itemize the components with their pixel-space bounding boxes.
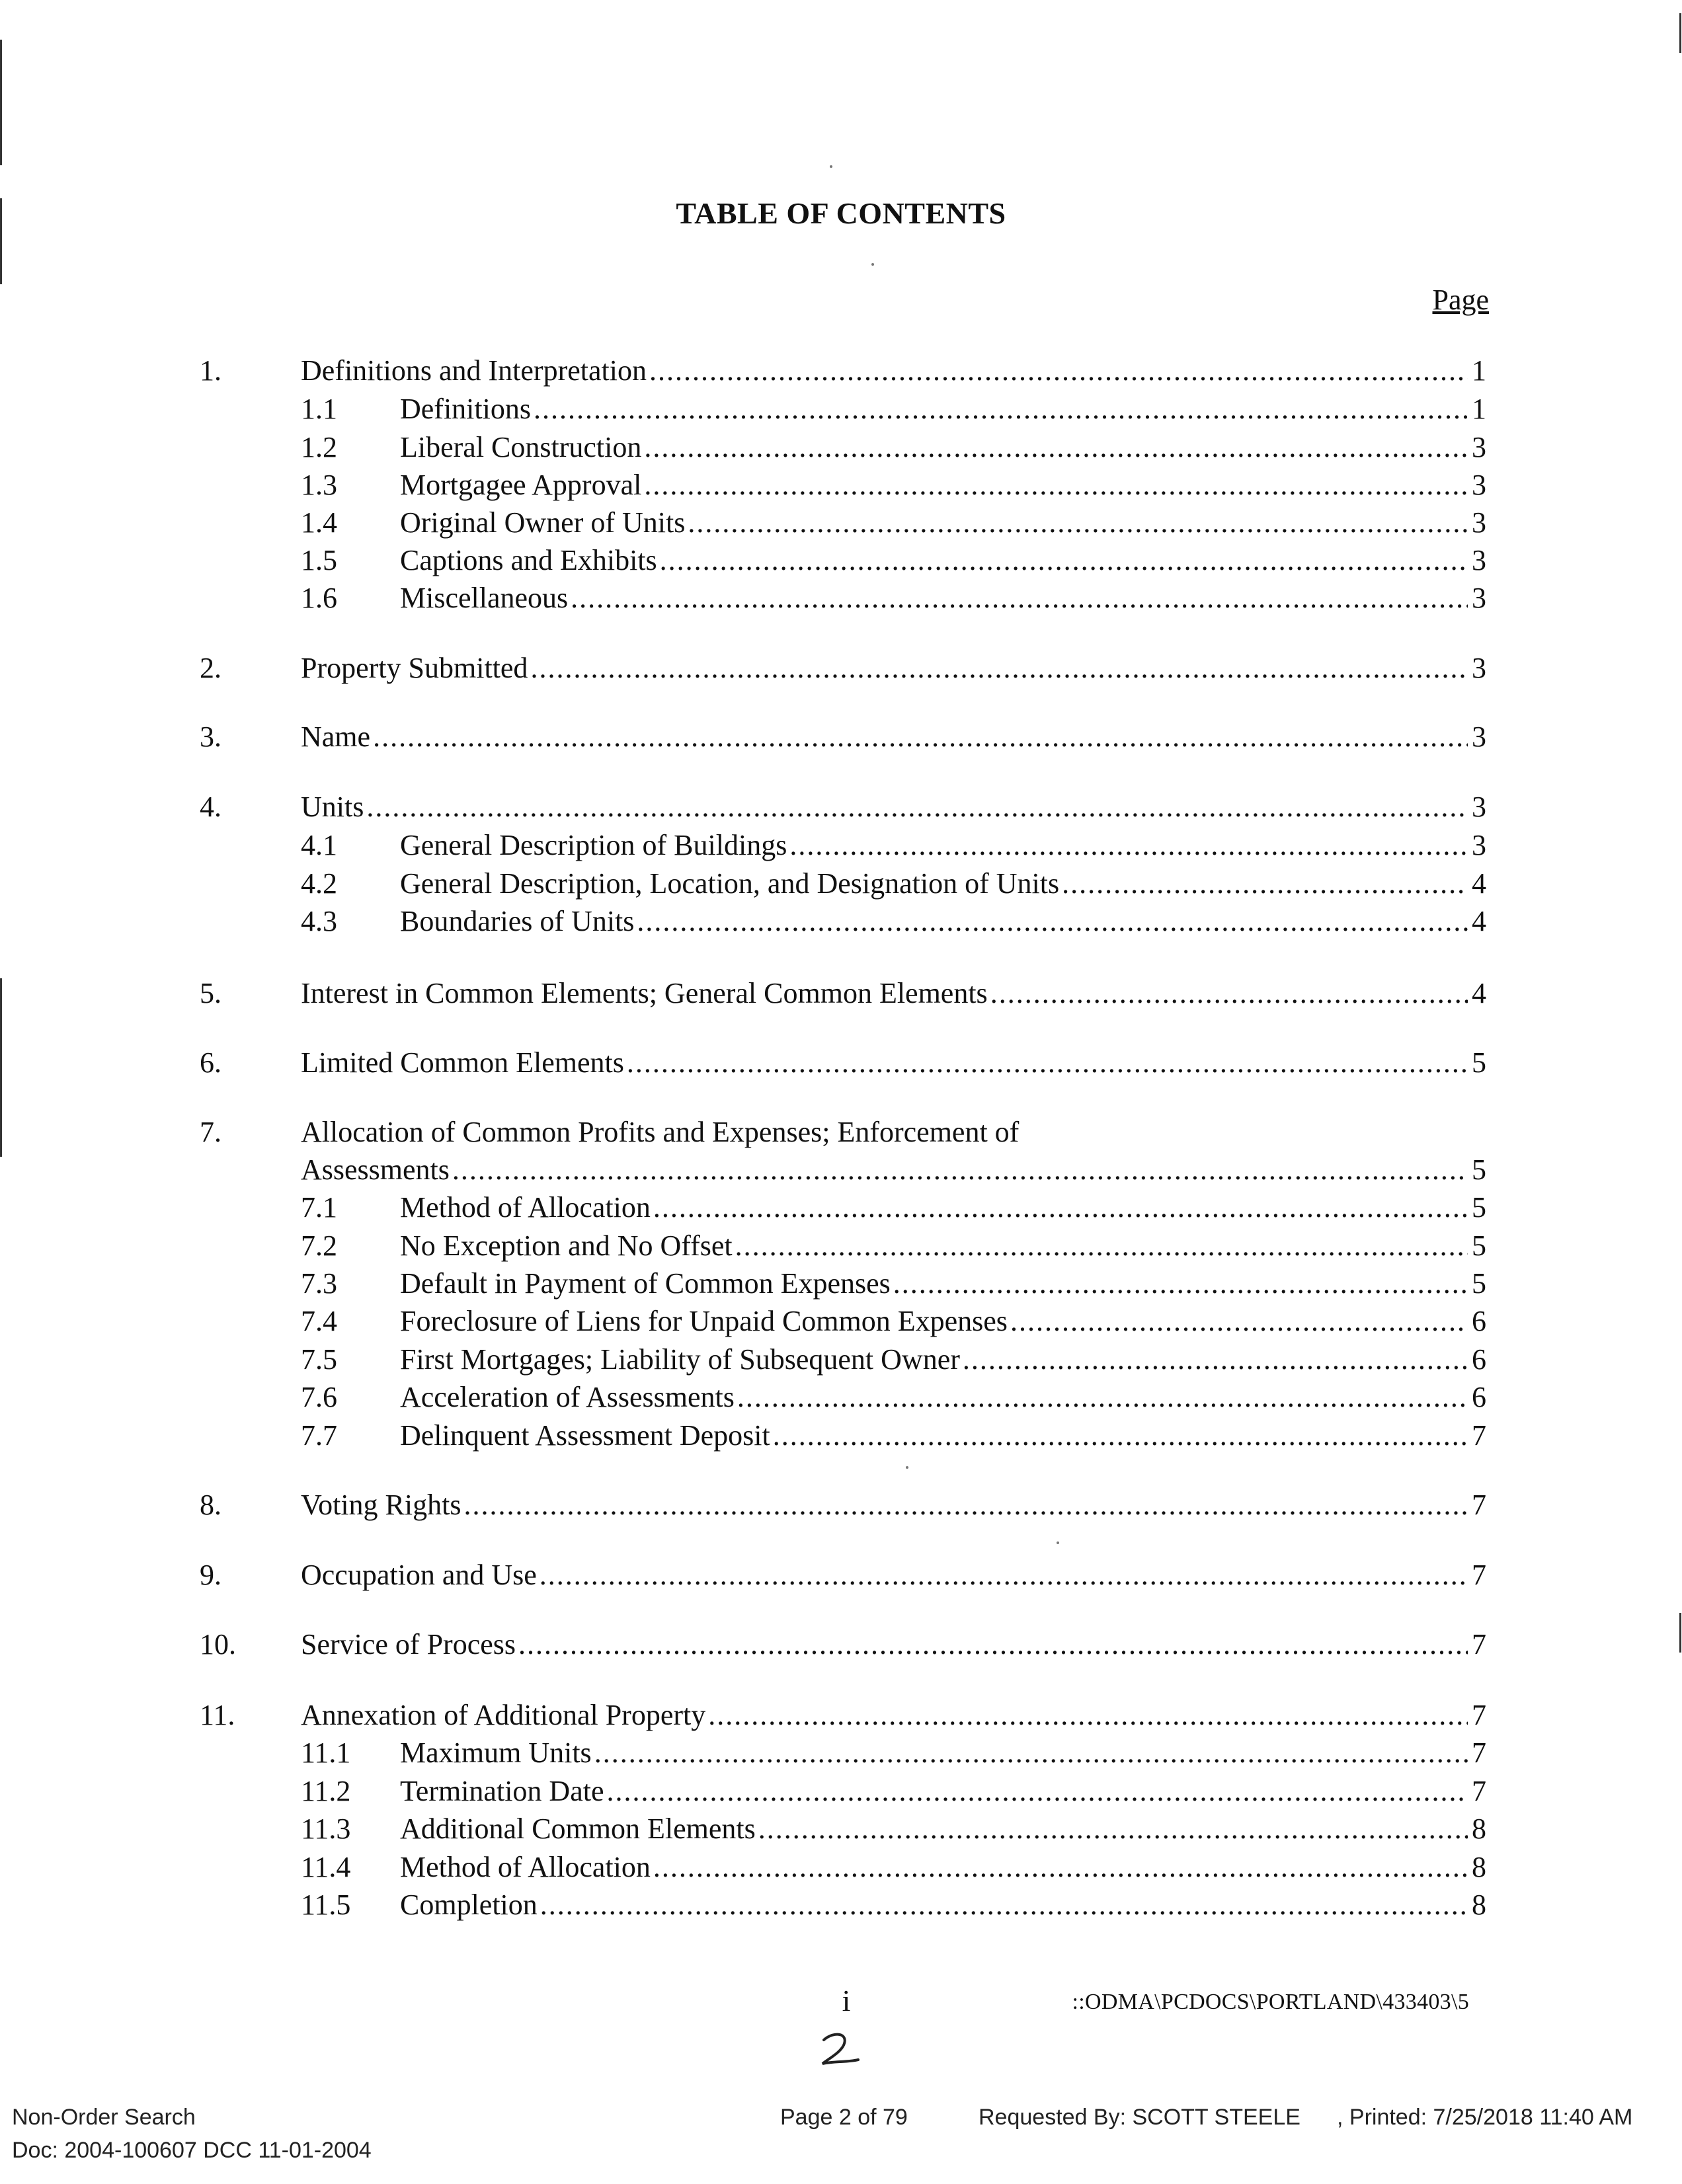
toc-entry-number: 11.5 bbox=[301, 1889, 351, 1921]
toc-entry-page: 7 bbox=[1472, 1419, 1486, 1452]
toc-entry-number: 2. bbox=[200, 652, 221, 684]
toc-entry bbox=[0, 352, 1682, 390]
toc-entry-page: 3 bbox=[1472, 721, 1486, 753]
toc-entry bbox=[0, 1302, 1682, 1341]
toc-dot-leader bbox=[373, 718, 1468, 756]
toc-dot-leader bbox=[758, 1810, 1468, 1848]
toc-entry-leader bbox=[400, 466, 1486, 504]
toc-entry-page: 8 bbox=[1472, 1851, 1486, 1883]
toc-dot-leader bbox=[660, 541, 1468, 580]
toc-entry bbox=[0, 428, 1682, 467]
toc-entry bbox=[0, 1378, 1682, 1417]
toc-entry-title: Interest in Common Elements; General Common Elements bbox=[301, 977, 988, 1009]
toc-entry bbox=[0, 865, 1682, 903]
toc-dot-leader bbox=[737, 1378, 1468, 1417]
toc-entry-leader bbox=[400, 1734, 1486, 1772]
toc-entry-title: Boundaries of Units bbox=[400, 905, 635, 937]
toc-entry bbox=[0, 788, 1682, 826]
scan-edge-mark bbox=[1679, 1613, 1681, 1653]
toc-entry-leader bbox=[400, 1848, 1486, 1887]
toc-dot-leader bbox=[463, 1486, 1468, 1524]
page-title: TABLE OF CONTENTS bbox=[676, 196, 1006, 230]
toc-entry bbox=[0, 902, 1682, 941]
toc-dot-leader bbox=[990, 974, 1468, 1013]
toc-dot-leader bbox=[518, 1625, 1468, 1664]
toc-entry-number: 10. bbox=[200, 1628, 236, 1660]
toc-entry-page: 3 bbox=[1472, 791, 1486, 823]
scan-edge-mark bbox=[0, 198, 2, 284]
toc-entry-leader bbox=[400, 1810, 1486, 1848]
toc-entry-number: 1.6 bbox=[301, 582, 337, 614]
toc-entry-leader bbox=[400, 1302, 1486, 1341]
toc-dot-leader bbox=[893, 1265, 1468, 1303]
toc-entry-number: 6. bbox=[200, 1046, 221, 1079]
toc-entry bbox=[0, 1227, 1682, 1265]
toc-entry bbox=[0, 649, 1682, 687]
toc-entry-page: 7 bbox=[1472, 1736, 1486, 1769]
toc-entry-page: 6 bbox=[1472, 1343, 1486, 1376]
toc-entry-title: Delinquent Assessment Deposit bbox=[400, 1419, 770, 1452]
toc-entry-page: 7 bbox=[1472, 1775, 1486, 1807]
toc-entry-page: 3 bbox=[1472, 544, 1486, 576]
toc-entry-title: Annexation of Additional Property bbox=[301, 1699, 706, 1731]
footer-search-type: Non-Order Search bbox=[12, 2105, 196, 2130]
page-number-roman: i bbox=[842, 1984, 851, 2017]
toc-entry-page: 4 bbox=[1472, 905, 1486, 937]
toc-entry-number: 1.3 bbox=[301, 469, 337, 501]
toc-entry-number: 11.1 bbox=[301, 1736, 351, 1769]
toc-entry-number: 4.3 bbox=[301, 905, 337, 937]
toc-entry-number: 11.3 bbox=[301, 1813, 351, 1845]
toc-entry-number: 11. bbox=[200, 1699, 235, 1731]
toc-entry-title: Miscellaneous bbox=[400, 582, 569, 614]
toc-entry-page: 7 bbox=[1472, 1559, 1486, 1591]
toc-entry-leader bbox=[301, 649, 1486, 687]
toc-entry-leader bbox=[400, 1227, 1486, 1265]
toc-entry-page: 7 bbox=[1472, 1699, 1486, 1731]
toc-entry-title: Units bbox=[301, 791, 364, 823]
toc-entry-number: 1.2 bbox=[301, 431, 337, 463]
toc-dot-leader bbox=[594, 1734, 1468, 1772]
toc-entry-title: Assessments bbox=[301, 1153, 450, 1186]
toc-entry-leader bbox=[301, 1556, 1486, 1594]
toc-entry bbox=[0, 1848, 1682, 1887]
toc-dot-leader bbox=[789, 826, 1468, 865]
toc-entry-title: Additional Common Elements bbox=[400, 1813, 756, 1845]
toc-entry-leader bbox=[400, 1886, 1486, 1924]
toc-entry bbox=[0, 826, 1682, 865]
toc-dot-leader bbox=[649, 352, 1468, 390]
toc-entry-page: 5 bbox=[1472, 1046, 1486, 1079]
toc-entry-number: 7.2 bbox=[301, 1229, 337, 1262]
toc-dot-leader bbox=[540, 1556, 1468, 1594]
toc-entry bbox=[0, 1151, 1682, 1189]
toc-entry-number: 7.6 bbox=[301, 1381, 337, 1413]
toc-entry-leader bbox=[301, 1044, 1486, 1082]
toc-entry-number: 1.4 bbox=[301, 506, 337, 539]
toc-entry bbox=[0, 1113, 1682, 1151]
toc-entry bbox=[0, 1625, 1682, 1664]
toc-entry-leader bbox=[400, 1772, 1486, 1811]
toc-dot-leader bbox=[688, 504, 1468, 542]
toc-entry bbox=[0, 390, 1682, 428]
scan-speck bbox=[1057, 1541, 1059, 1544]
toc-dot-leader bbox=[644, 466, 1468, 504]
toc-dot-leader bbox=[735, 1227, 1468, 1265]
toc-entry bbox=[0, 1734, 1682, 1772]
toc-entry-title: No Exception and No Offset bbox=[400, 1229, 733, 1262]
toc-entry-page: 3 bbox=[1472, 652, 1486, 684]
toc-dot-leader bbox=[452, 1151, 1468, 1189]
toc-entry-page: 7 bbox=[1472, 1628, 1486, 1660]
scan-edge-mark bbox=[1679, 13, 1681, 53]
toc-entry bbox=[0, 718, 1682, 756]
toc-entry-leader bbox=[400, 865, 1486, 903]
toc-entry-title: Method of Allocation bbox=[400, 1851, 651, 1883]
scan-speck bbox=[830, 165, 832, 168]
toc-entry bbox=[0, 466, 1682, 504]
toc-entry-leader bbox=[301, 1486, 1486, 1524]
toc-entry bbox=[0, 1810, 1682, 1848]
toc-entry-page: 5 bbox=[1472, 1267, 1486, 1300]
toc-entry-page: 4 bbox=[1472, 977, 1486, 1009]
toc-entry-leader bbox=[400, 1341, 1486, 1379]
footer-doc-info: Doc: 2004-100607 DCC 11-01-2004 bbox=[12, 2138, 372, 2163]
toc-entry bbox=[0, 1417, 1682, 1455]
scan-edge-mark bbox=[0, 978, 2, 1157]
toc-dot-leader bbox=[366, 788, 1468, 826]
toc-entry-title: Completion bbox=[400, 1889, 538, 1921]
toc-entry-number: 11.4 bbox=[301, 1851, 351, 1883]
toc-entry-number: 5. bbox=[200, 977, 221, 1009]
toc-entry-title: Method of Allocation bbox=[400, 1191, 651, 1224]
toc-entry-title: Allocation of Common Profits and Expenses; Enforcement of bbox=[301, 1116, 1020, 1148]
toc-entry-title: Voting Rights bbox=[301, 1489, 461, 1521]
toc-entry bbox=[0, 1886, 1682, 1924]
toc-entry bbox=[0, 1696, 1682, 1735]
toc-dot-leader bbox=[644, 428, 1468, 467]
toc-entry-page: 7 bbox=[1472, 1489, 1486, 1521]
toc-dot-leader bbox=[534, 390, 1468, 428]
toc-entry-leader bbox=[400, 1417, 1486, 1455]
toc-dot-leader bbox=[1010, 1302, 1468, 1341]
toc-entry-leader bbox=[400, 541, 1486, 580]
toc-entry-title: General Description of Buildings bbox=[400, 829, 787, 861]
toc-entry bbox=[0, 504, 1682, 542]
toc-entry-title: Definitions bbox=[400, 393, 531, 425]
toc-entry bbox=[0, 1044, 1682, 1082]
toc-entry bbox=[0, 1486, 1682, 1524]
toc-entry-leader bbox=[301, 1696, 1486, 1735]
toc-entry-title: Limited Common Elements bbox=[301, 1046, 624, 1079]
toc-entry-number: 1. bbox=[200, 354, 221, 387]
toc-entry-page: 5 bbox=[1472, 1229, 1486, 1262]
toc-entry-number: 7.1 bbox=[301, 1191, 337, 1224]
toc-entry-title: Maximum Units bbox=[400, 1736, 592, 1769]
toc-entry-leader bbox=[400, 504, 1486, 542]
toc-entry-number: 8. bbox=[200, 1489, 221, 1521]
toc-entry-number: 4. bbox=[200, 791, 221, 823]
document-path: ::ODMA\PCDOCS\PORTLAND\433403\5 bbox=[1072, 1990, 1469, 2014]
toc-entry-number: 7.4 bbox=[301, 1305, 337, 1337]
toc-entry-page: 3 bbox=[1472, 506, 1486, 539]
toc-entry-page: 6 bbox=[1472, 1305, 1486, 1337]
toc-entry-title: Occupation and Use bbox=[301, 1559, 537, 1591]
toc-entry-page: 3 bbox=[1472, 829, 1486, 861]
toc-entry-page: 6 bbox=[1472, 1381, 1486, 1413]
toc-entry-title: Mortgagee Approval bbox=[400, 469, 642, 501]
toc-entry-leader bbox=[400, 826, 1486, 865]
toc-entry bbox=[0, 1265, 1682, 1303]
toc-entry-leader bbox=[400, 390, 1486, 428]
toc-entry-title: Termination Date bbox=[400, 1775, 604, 1807]
toc-dot-leader bbox=[627, 1044, 1468, 1082]
toc-entry-title: Original Owner of Units bbox=[400, 506, 686, 539]
toc-dot-leader bbox=[708, 1696, 1468, 1735]
toc-entry-page: 8 bbox=[1472, 1889, 1486, 1921]
toc-entry-leader bbox=[301, 788, 1486, 826]
toc-entry-title: Property Submitted bbox=[301, 652, 528, 684]
toc-dot-leader bbox=[1062, 865, 1468, 903]
toc-entry-number: 1.5 bbox=[301, 544, 337, 576]
toc-dot-leader bbox=[653, 1848, 1468, 1887]
toc-entry-number: 1.1 bbox=[301, 393, 337, 425]
toc-entry-number: 4.2 bbox=[301, 867, 337, 900]
toc-entry-title: Foreclosure of Liens for Unpaid Common Expenses bbox=[400, 1305, 1008, 1337]
toc-entry-number: 7. bbox=[200, 1116, 221, 1148]
toc-entry-number: 7.5 bbox=[301, 1343, 337, 1376]
toc-entry-leader bbox=[400, 1189, 1486, 1227]
toc-entry-title: First Mortgages; Liability of Subsequent Owner bbox=[400, 1343, 960, 1376]
toc-entry-number: 7.7 bbox=[301, 1419, 337, 1452]
toc-entry bbox=[0, 974, 1682, 1013]
toc-entry-number: 11.2 bbox=[301, 1775, 351, 1807]
toc-entry bbox=[0, 1556, 1682, 1594]
toc-entry-page: 3 bbox=[1472, 469, 1486, 501]
toc-entry bbox=[0, 579, 1682, 617]
scan-edge-mark bbox=[0, 40, 2, 165]
toc-dot-leader bbox=[637, 902, 1468, 941]
toc-dot-leader bbox=[963, 1341, 1468, 1379]
toc-entry-leader bbox=[400, 1265, 1486, 1303]
toc-entry-page: 5 bbox=[1472, 1191, 1486, 1224]
toc-entry-page: 5 bbox=[1472, 1153, 1486, 1186]
toc-entry-page: 1 bbox=[1472, 393, 1486, 425]
toc-entry-leader bbox=[301, 1113, 1486, 1151]
toc-entry-title: Service of Process bbox=[301, 1628, 516, 1660]
toc-dot-leader bbox=[773, 1417, 1468, 1455]
footer-requested-by: Requested By: SCOTT STEELE bbox=[979, 2105, 1301, 2130]
toc-entry bbox=[0, 1772, 1682, 1811]
toc-dot-leader bbox=[653, 1189, 1468, 1227]
footer-printed: , Printed: 7/25/2018 11:40 AM bbox=[1337, 2105, 1633, 2130]
toc-entry-title: Default in Payment of Common Expenses bbox=[400, 1267, 891, 1300]
toc-entry-title: Captions and Exhibits bbox=[400, 544, 657, 576]
toc-dot-leader bbox=[606, 1772, 1468, 1811]
toc-entry-number: 4.1 bbox=[301, 829, 337, 861]
scan-speck bbox=[906, 1466, 908, 1469]
toc-entry-page: 1 bbox=[1472, 354, 1486, 387]
scan-speck bbox=[871, 263, 874, 266]
toc-entry-title: Liberal Construction bbox=[400, 431, 642, 463]
toc-entry-leader bbox=[400, 579, 1486, 617]
toc-entry-number: 9. bbox=[200, 1559, 221, 1591]
page-column-header: Page bbox=[1432, 284, 1489, 316]
toc-entry-leader bbox=[301, 1625, 1486, 1664]
toc-dot-leader bbox=[571, 579, 1468, 617]
toc-entry-page: 8 bbox=[1472, 1813, 1486, 1845]
toc-entry-page: 3 bbox=[1472, 582, 1486, 614]
toc-entry-leader bbox=[400, 428, 1486, 467]
toc-entry-title: Definitions and Interpretation bbox=[301, 354, 647, 387]
toc-entry-title: Acceleration of Assessments bbox=[400, 1381, 735, 1413]
toc-dot-leader bbox=[530, 649, 1468, 687]
toc-entry-title: Name bbox=[301, 721, 371, 753]
handwritten-page-number-mark bbox=[815, 2028, 867, 2074]
toc-entry-number: 3. bbox=[200, 721, 221, 753]
toc-entry-leader bbox=[301, 352, 1486, 390]
toc-entry-leader bbox=[301, 1151, 1486, 1189]
footer-page-of: Page 2 of 79 bbox=[780, 2105, 908, 2130]
toc-entry-page: 4 bbox=[1472, 867, 1486, 900]
toc-entry bbox=[0, 1189, 1682, 1227]
toc-dot-leader bbox=[540, 1886, 1468, 1924]
toc-entry-leader bbox=[400, 1378, 1486, 1417]
toc-entry-page: 3 bbox=[1472, 431, 1486, 463]
toc-entry-leader bbox=[400, 902, 1486, 941]
toc-entry bbox=[0, 1341, 1682, 1379]
toc-entry-title: General Description, Location, and Designation of Units bbox=[400, 867, 1060, 900]
toc-entry-leader bbox=[301, 974, 1486, 1013]
toc-entry bbox=[0, 541, 1682, 580]
toc-entry-number: 7.3 bbox=[301, 1267, 337, 1300]
toc-entry-leader bbox=[301, 718, 1486, 756]
